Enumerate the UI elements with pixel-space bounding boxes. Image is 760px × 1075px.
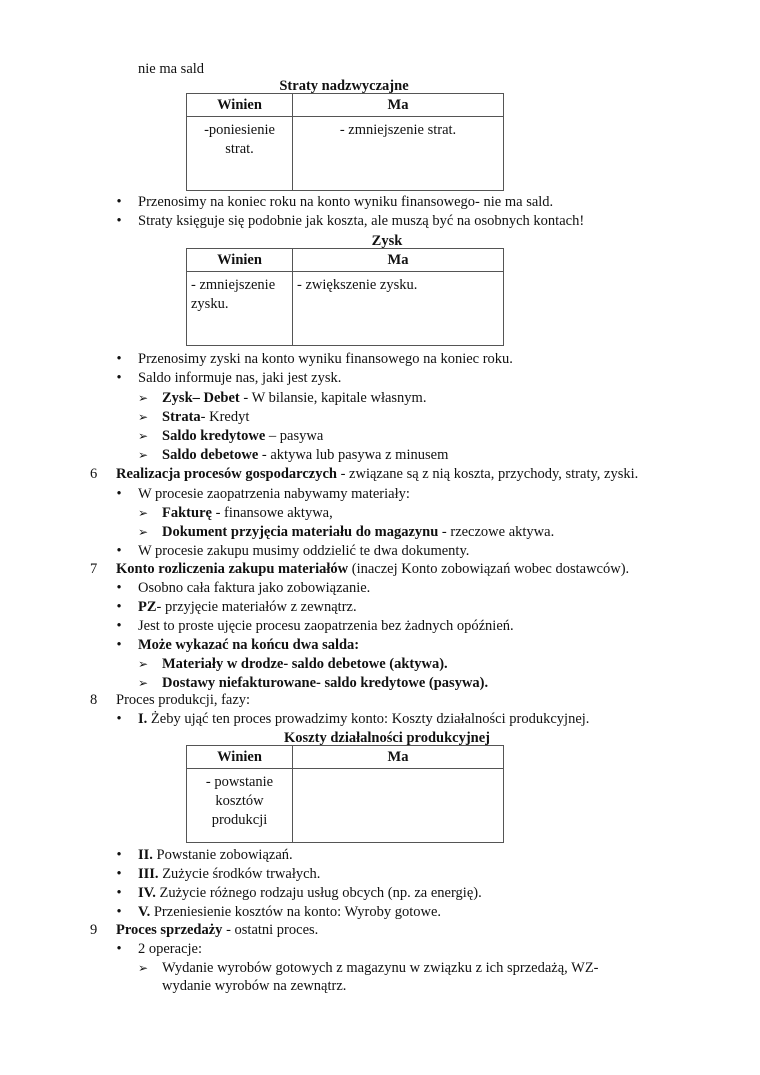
cell-text: - powstanie [205,774,274,790]
bullet-icon: • [116,486,122,502]
list-item: Wydanie wyrobów gotowych z magazynu w związku z ich sprzedażą, WZ- [162,960,599,976]
term-desc: - ostatni proces. [222,922,319,938]
list-item [138,903,441,922]
cell-text: -poniesienie [204,122,275,138]
ma-header: Ma [293,249,504,272]
term-desc: Zużycie środków trwałych. [158,866,321,882]
bold-term: Saldo kredytowe [162,428,266,444]
arrow-icon: ➢ [138,657,149,671]
cell-text: - zmniejszenie [191,277,276,293]
arrow-icon: ➢ [138,410,149,424]
section-number: 7 [90,561,98,577]
bold-term: IV. [138,885,156,901]
section-number: 6 [90,466,98,482]
list-item: Saldo informuje nas, jaki jest zysk. [138,370,342,386]
list-item: Może wykazać na końcu dwa salda: [138,637,360,653]
list-item: W procesie zakupu musimy oddzielić te dwa dokumenty. [138,543,470,559]
t-account-koszty [186,745,504,843]
list-item [138,710,589,729]
term-desc: - rzeczowe aktywa. [438,524,555,540]
bold-term: PZ [138,599,157,615]
bullet-icon: • [116,213,122,229]
bullet-icon: • [116,866,122,882]
ma-header: Ma [293,746,504,769]
list-item [138,884,482,903]
term-desc: (inaczej Konto zobowiązań wobec dostawców). [348,561,630,577]
winien-header: Winien [187,249,293,272]
cell-text: - zmniejszenie strat. [339,122,457,138]
bullet-icon: • [116,351,122,367]
list-item [162,389,426,408]
term-desc: – pasywa [265,428,324,444]
list-item [162,408,249,427]
term-desc: - związane są z nią koszta, przychody, straty, zyski. [336,466,639,482]
term-desc: - przyjęcie materiałów z zewnątrz. [156,599,357,615]
bold-term: II. [138,847,153,863]
cell-text: zysku. [191,296,229,312]
list-item: Materiały w drodze- saldo debetowe (aktywa). [162,656,448,672]
bold-term: V. [138,904,151,920]
ma-cell [293,769,504,843]
bullet-icon: • [116,847,122,863]
section-number: 8 [90,692,98,708]
list-item [162,427,323,446]
bullet-icon: • [116,543,122,559]
table-title: Straty nadzwyczajne [279,78,409,94]
term-desc: Powstanie zobowiązań. [152,847,293,863]
list-item: Przenosimy na koniec roku na konto wyniku finansowego- nie ma sald. [138,194,554,210]
section-heading [116,560,629,579]
term-desc: Zużycie różnego rodzaju usług obcych (np. za energię). [155,885,482,901]
bullet-icon: • [116,194,122,210]
section-heading [116,465,638,484]
arrow-icon: ➢ [138,448,149,462]
table-title: Zysk [371,233,403,249]
winien-header: Winien [187,94,293,117]
bullet-icon: • [116,580,122,596]
bold-term: Proces sprzedaży [116,922,223,938]
list-item [138,846,293,865]
bold-term: Dokument przyjęcia materiału do magazynu [162,524,439,540]
list-item [162,446,448,465]
bold-term: Saldo debetowe [162,447,259,463]
bullet-icon: • [116,711,122,727]
bullet-icon: • [116,599,122,615]
cell-text: strat. [225,141,254,157]
arrow-icon: ➢ [138,506,149,520]
bullet-icon: • [116,370,122,386]
list-item [162,504,333,523]
arrow-icon: ➢ [138,961,149,975]
list-item [138,598,357,617]
bullet-icon: • [116,904,122,920]
winien-cell [187,272,293,346]
section-number: 9 [90,922,98,938]
section-heading: Proces produkcji, fazy: [116,692,251,708]
t-account-zysk [186,248,504,346]
bold-term: Konto rozliczenia zakupu materiałów [116,561,349,577]
list-item: Przenosimy zyski na konto wyniku finansowego na koniec roku. [138,351,513,367]
term-desc: - Kredyt [200,409,250,425]
bold-term: III. [138,866,159,882]
arrow-icon: ➢ [138,429,149,443]
bold-term: I. [138,711,148,727]
text-line: nie ma sald [138,61,205,77]
list-item: 2 operacje: [138,941,203,957]
ma-cell [293,117,504,191]
arrow-icon: ➢ [138,525,149,539]
table-title: Koszty działalności produkcyjnej [284,730,490,746]
section-heading [116,921,318,940]
term-desc: - W bilansie, kapitale własnym. [239,390,427,406]
cell-text: produkcji [211,812,268,828]
ma-header: Ma [293,94,504,117]
list-item-continuation: wydanie wyrobów na zewnątrz. [162,978,347,994]
bold-term: Fakturę [162,505,212,521]
term-desc: Przeniesienie kosztów na konto: Wyroby gotowe. [150,904,442,920]
arrow-icon: ➢ [138,676,149,690]
list-item: Dostawy niefakturowane- saldo kredytowe (pasywa). [162,675,489,691]
list-item: Osobno cała faktura jako zobowiązanie. [138,580,371,596]
list-item [162,523,554,542]
list-item: Straty księguje się podobnie jak koszta, ale muszą być na osobnych kontach! [138,213,585,229]
term-desc: - aktywa lub pasywa z minusem [258,447,449,463]
bold-term: Realizacja procesów gospodarczych [116,466,337,482]
list-item: Jest to proste ujęcie procesu zaopatrzenia bez żadnych opóźnień. [138,618,514,634]
bullet-icon: • [116,941,122,957]
winien-cell [187,769,293,843]
cell-text: kosztów [215,793,264,809]
arrow-icon: ➢ [138,391,149,405]
list-item [138,865,320,884]
cell-text: - zwiększenie zysku. [297,277,418,293]
term-desc: - finansowe aktywa, [211,505,333,521]
bullet-icon: • [116,618,122,634]
bold-term: Strata [162,409,201,425]
list-item: W procesie zaopatrzenia nabywamy materiały: [138,486,410,502]
winien-header: Winien [187,746,293,769]
bold-term: Zysk– Debet [162,390,240,406]
term-desc: Żeby ująć ten proces prowadzimy konto: Koszty działalności produkcyjnej. [147,711,590,727]
winien-cell [187,117,293,191]
t-account-straty [186,93,504,191]
bullet-icon: • [116,885,122,901]
ma-cell [293,272,504,346]
bullet-icon: • [116,637,122,653]
